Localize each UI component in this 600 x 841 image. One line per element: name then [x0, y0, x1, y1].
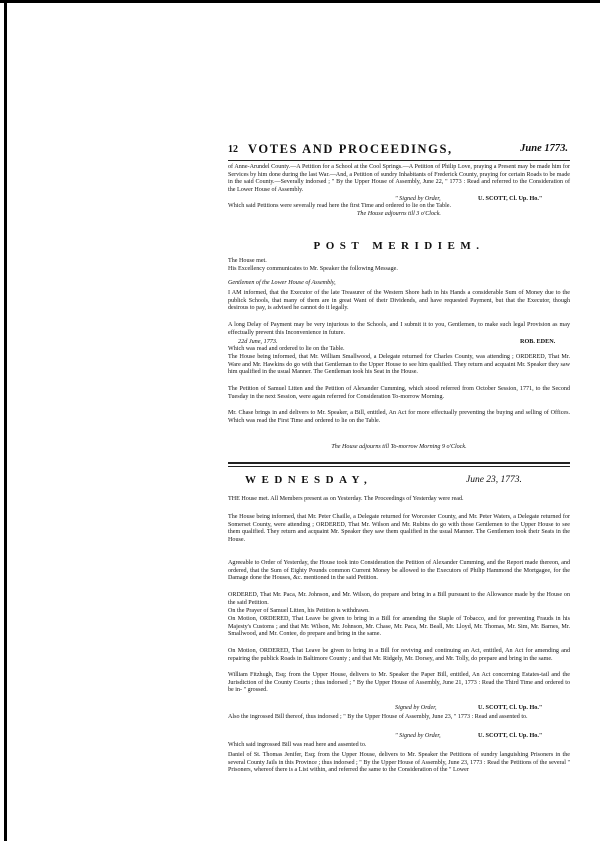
wed-p11: Daniel of St. Thomas Jenifer, Esq; from the Upper House, delivers to Mr. Speaker the Petitions of sundry languishing Prisoners in the several County Jails in this Province ; thus indorsed ; " By the Upper House of Assembly, June 23, 1773 : Read the Petitions of the several " Prisoners, whereof there is a List within, and referred the same to the Consideration of the " Lower [228, 752, 570, 774]
pm-met: The House met. [228, 258, 267, 264]
wednesday-date: June 23, 1773. [466, 475, 522, 485]
pm-p4: The House being informed, that Mr. William Smallwood, a Delegate returned for Charles County, was attending ; ORDERED, That Mr. Ware and Mr. Hawkins do go with that Gentleman to the Upper House to see him qualified. They return and acquaint Mr. Speaker they saw him qualified in the usual Manner. The Gentleman took his Seat in the House. [228, 354, 570, 376]
wed-p9-signer: U. SCOTT, Cl. Up. Ho." [478, 732, 543, 739]
wed-p1: THE House met. All Members present as on Yesterday. The Proceedings of Yesterday were read. [228, 496, 464, 502]
page-title: VOTES AND PROCEEDINGS, [248, 142, 453, 156]
scan-edge-top [0, 0, 600, 3]
header-date: June 1773. [520, 143, 568, 154]
wed-p5: On the Prayer of Samuel Litten, his Petition is withdrawn. [228, 608, 370, 614]
running-header [228, 142, 570, 160]
opening-signed: " Signed by Order, [395, 195, 441, 202]
page-number: 12 [228, 144, 238, 155]
pm-message-p2: A long Delay of Payment may be very injurious to the Schools, and I submit it to you, Gentlemen, to make such legal Provision as may effectually prevent this Inconvenience in future. [228, 322, 570, 336]
pm-p6: Mr. Chase brings in and delivers to Mr. Speaker, a Bill, entitled, An Act for more effectually preventing the buying and selling of Offices. Which was read the First Time and ordered to lie on the Table. [228, 410, 570, 424]
wed-p9-signed: " Signed by Order, [395, 732, 441, 739]
opening-after: Which said Petitions were severally read here the first Time and ordered to lie on the Table. [228, 203, 452, 209]
wed-p8: William Fitzhugh, Esq; from the Upper House, delivers to Mr. Speaker the Paper Bill, entitled, An Act concerning Estates-tail and the Jurisdiction of the County Courts ; thus indorsed ; " By the Upper House of Assembly, June 21, 1773 : Read the Third Time and ordered to be in- " grossed. [228, 672, 570, 694]
pm-message-signer: ROB. EDEN. [520, 338, 556, 345]
pm-message-intro: His Excellency communicates to Mr. Speaker the following Message. [228, 266, 398, 272]
wed-p8-signer: U. SCOTT, Cl. Up. Ho." [478, 704, 543, 711]
pm-salutation: Gentlemen of the Lower House of Assembly, [228, 280, 336, 286]
section-rule-thin [228, 466, 570, 467]
header-rule [228, 160, 570, 161]
opening-adjourn: The House adjourns till 3 o'Clock. [357, 211, 441, 217]
wed-p7: On Motion, ORDERED, That Leave be given to bring in a Bill for reviving and continuing an Act, entitled, An Act for amending and repairing the publick Roads in Baltimore County ; and that Mr. Ridgely, Mr. Dorsey, and Mr. Tolly, do prepare and bring in the same. [228, 648, 570, 662]
wed-p8-signed: Signed by Order, [395, 704, 437, 711]
wed-p10: Which said ingrossed Bill was read here and assented to. [228, 742, 367, 748]
post-meridiem-heading: POST MERIDIEM. [313, 240, 485, 252]
pm-message-date: 22d June, 1773. [238, 338, 278, 345]
wed-p6: On Motion, ORDERED, That Leave be given to bring in a Bill for amending the Staple of Tobacco, and for preventing Frauds in his Majesty's Customs ; and that Mr. Wilson, Mr. Johnson, Mr. Chase, Mr. Paca, Mr. Beall, Mr. Lloyd, Mr. Thomas, Mr. Sim, Mr. Barnes, Mr. Smallwood, and Mr. Contee, do prepare and bring in the same. [228, 616, 570, 638]
wednesday-heading: WEDNESDAY, [245, 474, 373, 486]
pm-p5: The Petition of Samuel Litten and the Petition of Alexander Cumming, which stood referred from October Session, 1771, to the Second Tuesday in the next Session, were again referred for Consideration To-morrow Morning. [228, 386, 570, 400]
wed-p2: The House being informed, that Mr. Peter Chaille, a Delegate returned for Worcester County, and Mr. Peter Waters, a Delegate returned for Somerset County, were attending ; ORDERED, That Mr. Wilson and Mr. Rubins do go with those Gentlemen to the Upper House to see them qualified. They return and acquaint Mr. Speaker they saw them qualified in the usual Manner. The Gentlemen took their Seats in the House. [228, 514, 570, 543]
wed-p4: ORDERED, That Mr. Paca, Mr. Johnson, and Mr. Wilson, do prepare and bring in a Bill pursuant to the Allowance made by the House on the said Petition. [228, 592, 570, 606]
pm-message-p1: I AM informed, that the Executor of the late Treasurer of the Western Shore hath in his Hands a considerable Sum of Money due to the publick Schools, that many of them are in great Want of their Dividends, and have requested Payment, but that the Executor, though desirous to pay, is advised he cannot do it legally. [228, 290, 570, 312]
wed-p3: Agreeable to Order of Yesterday, the House took into Consideration the Petition of Alexander Cumming, and the Report made thereon, and ordered, that the Sum of Eighty Pounds common Current Money be allowed to the Executors of Philip Hammond the Mortgagee, for the Damage done the Houses, &c. mentioned in the said Petition. [228, 560, 570, 582]
pm-adjourn: The House adjourns till To-morrow Morning 9 o'Clock. [331, 444, 467, 450]
opening-signer: U. SCOTT, Cl. Up. Ho." [478, 195, 543, 202]
opening-paragraph: of Anne-Arundel County.—A Petition for a School at the Cool Springs.—A Petition of Philip Love, praying a Present may be made him for Services by him done during the last War.—And, a Petition of sundry Inhabitants of Frederick County, praying for certain Roads to be made in the said County.—Severally indorsed ; " By the Upper House of Assembly, June 22, " 1773 : Read and referred to the Consideration of the Lower House of Assembly. [228, 164, 570, 193]
pm-p3: Which was read and ordered to lie on the Table. [228, 346, 345, 352]
wed-p9: Also the ingrossed Bill thereof, thus indorsed ; " By the Upper House of Assembly, June 23, " 1773 : Read and assented to. [228, 714, 528, 720]
scan-edge-left [4, 0, 7, 841]
section-rule-thick [228, 462, 570, 464]
